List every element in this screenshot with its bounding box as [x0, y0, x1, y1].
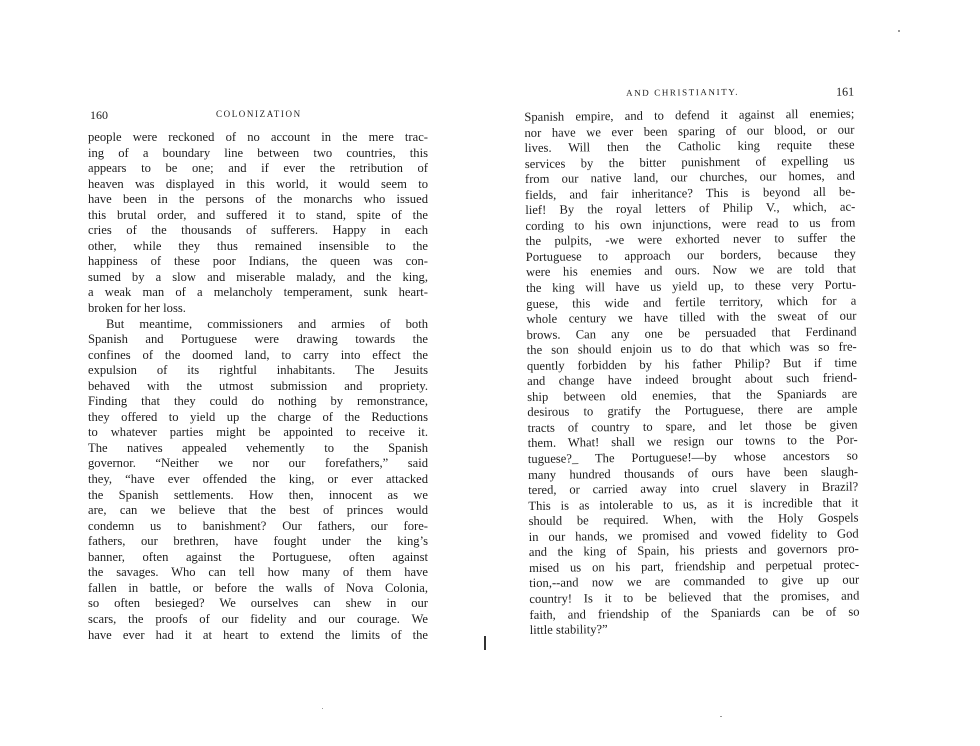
- text-line: to whatever parties might be appointed to receive it.: [88, 425, 428, 440]
- text-line: ing of a boundary line between two countries, this: [88, 145, 428, 160]
- text-line: confines of the doomed land, to carry into effect the: [88, 347, 428, 362]
- text-line: scars, the proofs of our fidelity and our courage. We: [88, 611, 428, 626]
- text-line: This is as intolerable to us, as it is incredible that it: [528, 495, 859, 513]
- text-line: The natives appealed vehemently to the Spanish: [88, 440, 428, 455]
- text-line: lief! By the royal letters of Philip V., which, ac-: [525, 199, 856, 218]
- text-line: desirous to gratify the Portuguese, there are ample: [527, 401, 858, 420]
- text-line: tuguese?_ The Portuguese!—by whose ancestors so: [527, 448, 858, 467]
- text-line: fields, and fair inheritance? This is beyond all be-: [525, 184, 856, 202]
- right-page-body: [524, 107, 860, 639]
- left-page-number: 160: [90, 108, 108, 122]
- text-line: mised us on his part, friendship and perpetual protec-: [528, 557, 860, 575]
- paper-speck: [322, 708, 323, 709]
- text-line: fathers, our brethren, have fought under the king’s: [88, 534, 428, 549]
- text-line: many hundred thousands of ours have been slaugh-: [527, 464, 859, 482]
- text-line: banner, often against the Portuguese, often against: [88, 549, 428, 564]
- right-running-head: AND CHRISTIANITY.: [626, 86, 740, 98]
- text-line: guese, this wide and fertile territory, which for a: [526, 293, 857, 311]
- text-line: behaved with the utmost submission and propriety.: [88, 378, 428, 393]
- text-line: fallen in battle, or before the walls of Nova Colonia,: [88, 580, 428, 595]
- text-line: services by the bitter punishment of expelling us: [524, 153, 855, 171]
- text-line: the Spanish settlements. How then, innocent as we: [88, 487, 428, 502]
- left-page-body: [88, 130, 428, 643]
- text-line: happiness of these poor Indians, the queen was con-: [88, 254, 428, 269]
- text-line: little stability?”: [529, 622, 608, 638]
- right-page: [524, 85, 860, 639]
- text-line: from our native land, our churches, our homes, and: [524, 168, 856, 187]
- text-line: have been in the persons of the monarchs who issued: [88, 192, 428, 207]
- text-line: a weak man of a melancholy temperament, sunk heart-: [88, 285, 428, 300]
- text-line: Portuguese to approach our borders, because they: [525, 246, 856, 264]
- text-line: so often besieged? We ourselves can shew in our: [88, 596, 428, 611]
- text-line: have ever had it at heart to extend the limits of the: [88, 627, 428, 642]
- text-line: Finding that they could do nothing by remonstrance,: [88, 394, 428, 409]
- text-line: the pulpits, -we were exhorted never to suffer the: [525, 230, 856, 249]
- text-line: and change have indeed brought about such friend-: [526, 370, 858, 389]
- text-line: in our hands, we promised and vowed fidelity to God: [528, 526, 859, 544]
- text-line: But meantime, commissioners and armies of both: [106, 316, 428, 331]
- right-page-header: [524, 85, 854, 110]
- text-line: people were reckoned of no account in the mere trac-: [88, 130, 428, 144]
- text-line: the son should enjoin us to do that which was so fre-: [526, 339, 857, 358]
- text-line: cries of the thousands of sufferers. Happy in each: [88, 223, 428, 238]
- text-line: appears to be one; and if ever the retribution of: [88, 161, 428, 176]
- paper-speck: [720, 716, 722, 717]
- text-line: heaven was displayed in this world, it would seem to: [88, 176, 428, 191]
- text-line: ship between old enemies, that the Spaniards are: [527, 386, 858, 404]
- left-page: [88, 108, 428, 643]
- text-line: sumed by a slow and miserable malady, and the king,: [88, 269, 428, 284]
- text-line: Spanish empire, and to defend it against all enemies;: [524, 106, 855, 124]
- gutter-mark: [484, 636, 486, 650]
- text-line: lives. Will then the Catholic king requite these: [524, 137, 855, 156]
- left-page-header: [88, 108, 428, 130]
- text-line: broken for her loss.: [88, 301, 186, 316]
- text-line: tered, or carried away into cruel slavery in Brazil?: [528, 479, 859, 498]
- text-line: and the king of Spain, his priests and governors pro-: [528, 541, 859, 560]
- text-line: them. What! shall we resign our towns to the Por-: [527, 433, 858, 451]
- text-line: brows. Can any one be persuaded that Ferdinand: [526, 324, 857, 342]
- text-line: were his enemies and ours. Now we are told that: [525, 262, 856, 280]
- text-line: faith, and friendship of the Spaniards can be of so: [529, 604, 860, 622]
- text-line: tracts of country to spare, and let those be given: [527, 417, 858, 435]
- text-line: Spanish and Portuguese were drawing towards the: [88, 332, 428, 347]
- text-line: the king will have us yield up, to these very Portu-: [526, 277, 857, 296]
- text-line: this brutal order, and suffered it to stand, spite of the: [88, 207, 428, 222]
- right-page-number: 161: [835, 84, 855, 99]
- text-line: quently forbidden by his father Philip? But if time: [526, 355, 857, 373]
- text-line: governor. “Neither we nor our forefathers,” said: [88, 456, 428, 471]
- text-line: should be required. When, with the Holy Gospels: [528, 510, 859, 529]
- text-line: condemn us to banishment? Our fathers, our fore-: [88, 518, 428, 533]
- text-line: they, “have ever offended the king, or ever attacked: [88, 472, 428, 487]
- paper-speck: [898, 30, 900, 32]
- text-line: nor have we ever been sparing of our blood, or our: [524, 122, 855, 140]
- text-line: whole century we have tilled with the sweat of our: [526, 308, 857, 327]
- text-line: country! Is it to be believed that the promises, and: [529, 588, 860, 606]
- text-line: are, can we believe that the best of princes would: [88, 503, 428, 518]
- text-line: tion,--and now we are commanded to give up our: [529, 572, 860, 591]
- text-line: expulsion of its rightful inhabitants. The Jesuits: [88, 363, 428, 378]
- text-line: other, while they thus remained insensible to the: [88, 238, 428, 253]
- text-line: cording to his own injunctions, were read to us from: [525, 215, 856, 233]
- text-line: they offered to yield up the charge of the Reductions: [88, 409, 428, 424]
- left-running-head: COLONIZATION: [216, 109, 302, 119]
- text-line: the savages. Who can tell how many of them have: [88, 565, 428, 580]
